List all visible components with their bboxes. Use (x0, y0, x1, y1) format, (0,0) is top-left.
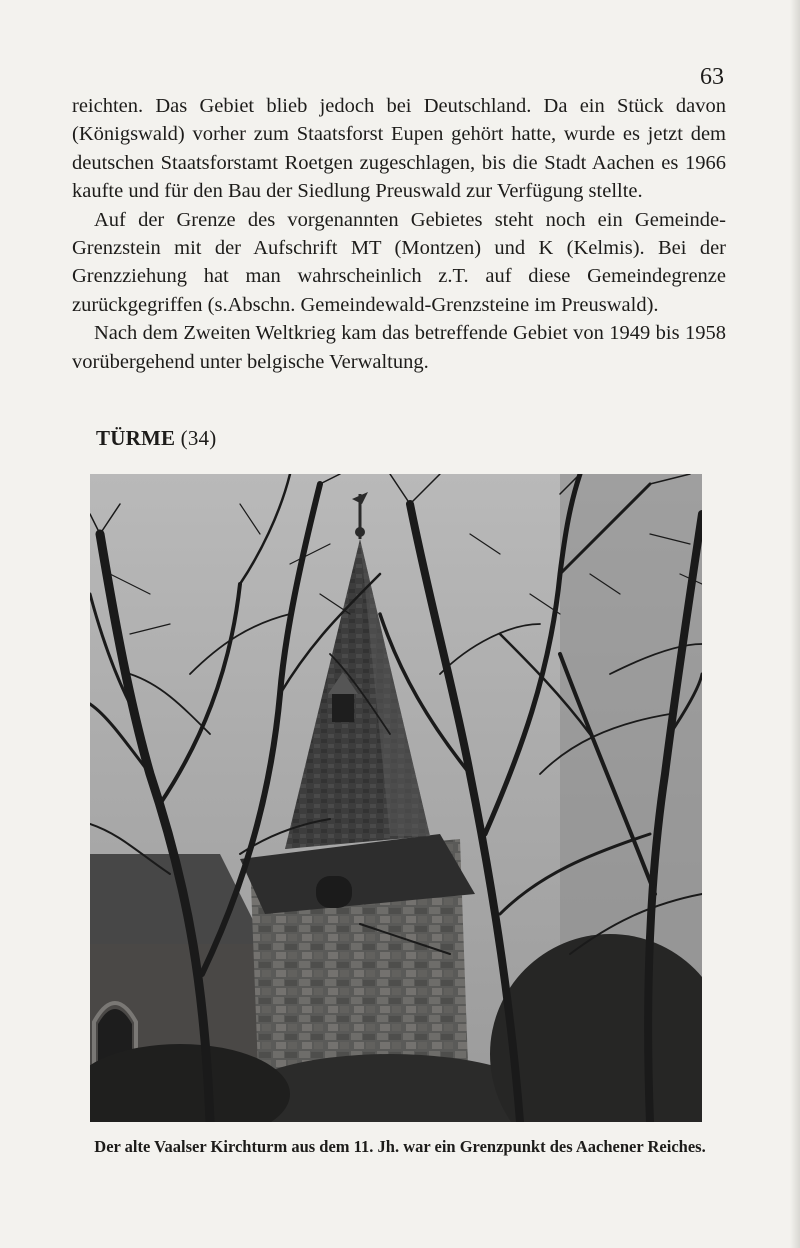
paragraph-belgian-administration: Nach dem Zweiten Weltkrieg kam das betreffende Gebiet von 1949 bis 1958 vorübergehend unter belgische Verwaltung. (72, 322, 726, 373)
section-heading (96, 426, 216, 451)
section-heading-reference: (34) (180, 426, 217, 450)
church-tower-illustration (90, 474, 702, 1122)
paragraph-boundary-stone: Auf der Grenze des vorgenannten Gebietes steht noch ein Gemeinde-Grenzstein mit der Aufschrift MT (Montzen) und K (Kelmis). Bei der Grenzziehung hat man wahrscheinlich z.T. auf diese Gemeindegrenze zurückgegriffen (s.Abschn. Gemeindewald-Grenzsteine im Preuswald). (72, 208, 726, 316)
spire-dormer (332, 692, 354, 722)
figure-caption: Der alte Vaalser Kirchturm aus dem 11. Jh. war ein Grenzpunkt des Aachener Reiches. (94, 1137, 706, 1156)
page-edge-shadow (790, 0, 800, 1248)
paragraph-continuation: reichten. Das Gebiet blieb jedoch bei Deutschland. Da ein Stück davon (Königswald) vorher zum Staatsforst Eupen gehört hatte, wurde es jetzt dem deutschen Staatsforstamt Roetgen zugeschlagen, bis die Stadt Aachen es 1966 kaufte und für den Bau der Siedlung Preuswald zur Verfügung stellte. (72, 95, 726, 203)
page-number: 63 (700, 64, 724, 90)
body-text (72, 92, 726, 376)
church-tower-photo (90, 474, 702, 1122)
section-heading-title: TÜRME (96, 426, 176, 450)
tower-window (316, 876, 352, 908)
